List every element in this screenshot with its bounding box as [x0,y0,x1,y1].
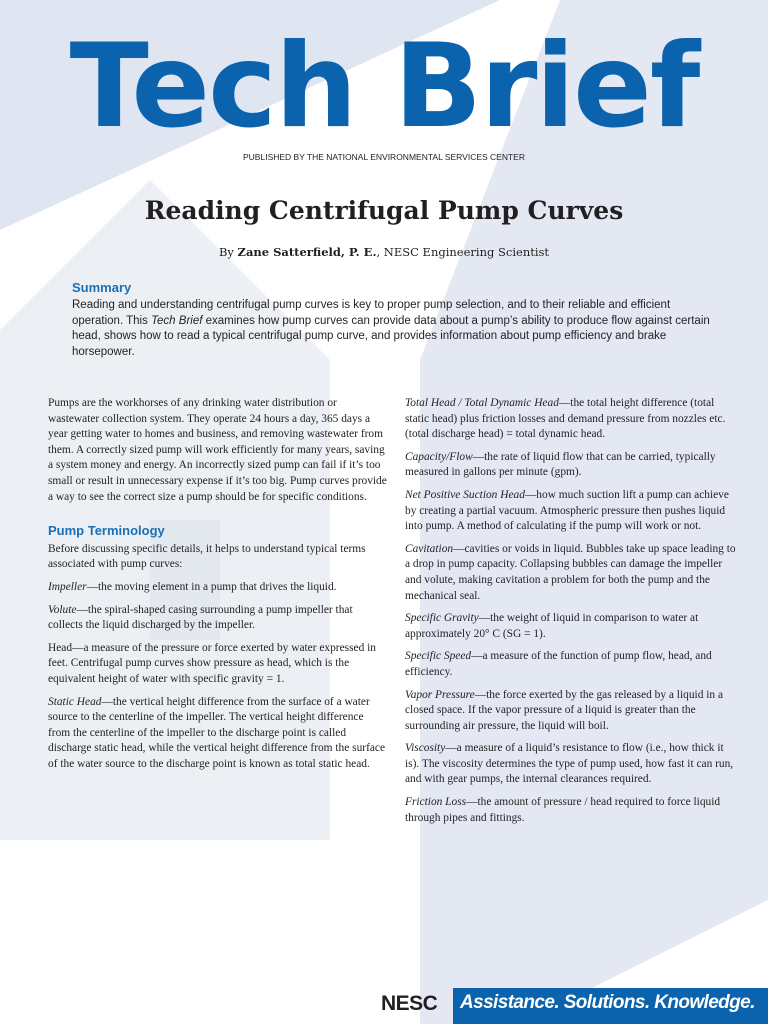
footer-tagline: Assistance. Solutions. Knowledge. [460,992,755,1013]
term-name: Total Head / Total Dynamic Head [405,397,559,409]
term-name: Impeller [48,580,87,593]
term-definition: —a measure of a liquid’s resistance to flow (i.e., how thick it is). The viscosity determines the type of pump used, how fast it can run, and with gear pumps, the internal clearances required. [405,742,734,786]
term-definition: —the weight of liquid in comparison to water at approximately 20° C (SG = 1). [405,612,699,640]
byline-suffix: , NESC Engineering Scientist [376,245,550,259]
term-name: Head [48,641,73,654]
byline-prefix: By [218,245,238,259]
term-npsh [405,488,740,535]
term-head [48,641,388,688]
term-definition: —the rate of liquid flow that can be carried, typically measured in gallons per minute (gpm). [405,450,716,479]
term-name: Static Head [48,695,102,708]
term-impeller [48,580,388,596]
term-name: Cavitation [405,542,454,555]
term-viscosity [405,741,740,788]
term-specific-speed [405,649,740,680]
left-column [48,396,388,779]
summary-heading: Summary [72,280,132,295]
byline [0,245,768,259]
term-definition: —the spiral-shaped casing surrounding a pump impeller that collects the liquid discharged by the impeller. [48,603,353,632]
summary-section [72,280,712,360]
summary-text-start: Reading and understanding centrifugal pump curves is key to proper pump selection, and to their reliable and efficient operation. This [72,299,671,327]
term-definition: —how much suction lift a pump can achieve by creating a partial vacuum. Atmospheric pressure then pushes liquid into pump. A method of calculating if the pump will work or not. [405,488,729,533]
term-total-head [405,396,740,443]
term-name: Volute [48,603,77,616]
term-definition: —a measure of the function of pump flow, head, and efficiency. [405,650,712,678]
term-definition: —the total height difference (total static head) plus friction losses and demand pressure from nozzles etc. (total discharge head) = total dynamic head. [405,397,726,441]
summary-text-italic: Tech Brief [151,314,203,327]
intro-paragraph: Pumps are the workhorses of any drinking water distribution or wastewater collection system. They operate 24 hours a day, 365 days a year getting water to homes and business, and removing wastewater from them. A correctly sized pump will work efficiently for many years, saving a system money and energy. An incorrectly sized pump can fail if it’s too small or result in unnecessary expense if it’s too big. Pump curves provide a way to see the correct size a pump should be for specific conditions. [48,397,387,503]
term-definition: —a measure of the pressure or force exerted by water expressed in feet. Centrifugal pump curves show pressure as head, which is the equivalent height of water with specific gravity = 1. [48,641,376,685]
term-vapor-pressure [405,688,740,735]
byline-author: Zane Satterfield, P. E. [237,245,377,259]
term-name: Net Positive Suction Head [405,488,525,501]
term-name: Friction Loss [405,796,467,809]
nesc-logo: NESC [381,992,438,1015]
term-definition: —the moving element in a pump that drives the liquid. [86,580,337,593]
article-title: Reading Centrifugal Pump Curves [144,196,624,225]
publisher-line: PUBLISHED BY THE NATIONAL ENVIRONMENTAL SERVICES CENTER [243,152,525,162]
term-name: Vapor Pressure [405,688,475,701]
term-name: Specific Gravity [405,612,479,625]
term-definition: —the vertical height difference from the surface of a water source to the centerline of the impeller. The vertical height difference from the centerline of the impeller to the discharge point is called discharge static head, while the vertical height difference from the surface of the water source to the discharge point is known as total static head. [48,695,386,770]
term-friction-loss [405,795,740,826]
summary-text [72,298,712,360]
term-static-head [48,695,388,773]
right-column [405,396,740,833]
terminology-lead: Before discussing specific details, it helps to understand typical terms associated with pump curves: [48,542,366,571]
term-specific-gravity [405,611,740,642]
term-capacity-flow [405,450,740,481]
masthead-title: Tech Brief [69,19,699,154]
term-name: Specific Speed [405,650,472,663]
term-name: Viscosity [405,742,446,755]
term-cavitation [405,542,740,604]
pump-terminology-heading: Pump Terminology [48,523,165,539]
term-name: Capacity/Flow [405,450,473,463]
term-definition: —the amount of pressure / head required to force liquid through pipes and fittings. [405,796,721,824]
summary-text-end: examines how pump curves can provide data about a pump’s ability to produce flow against certain head, shows how to read a typical centrifugal pump curve, and provides information about pump efficiency and brake horsepower. [72,314,710,358]
term-definition: —cavities or voids in liquid. Bubbles take up space leading to a drop in pump capacity. Collapsing bubbles can damage the impeller and volute, making cavitation a problem for both the pump and the mechanical seal. [405,542,736,602]
term-volute [48,603,388,634]
term-definition: —the force exerted by the gas released by a liquid in a closed space. If the vapor pressure of a liquid is greater than the surrounding air pressure, the liquid will boil. [405,688,723,732]
